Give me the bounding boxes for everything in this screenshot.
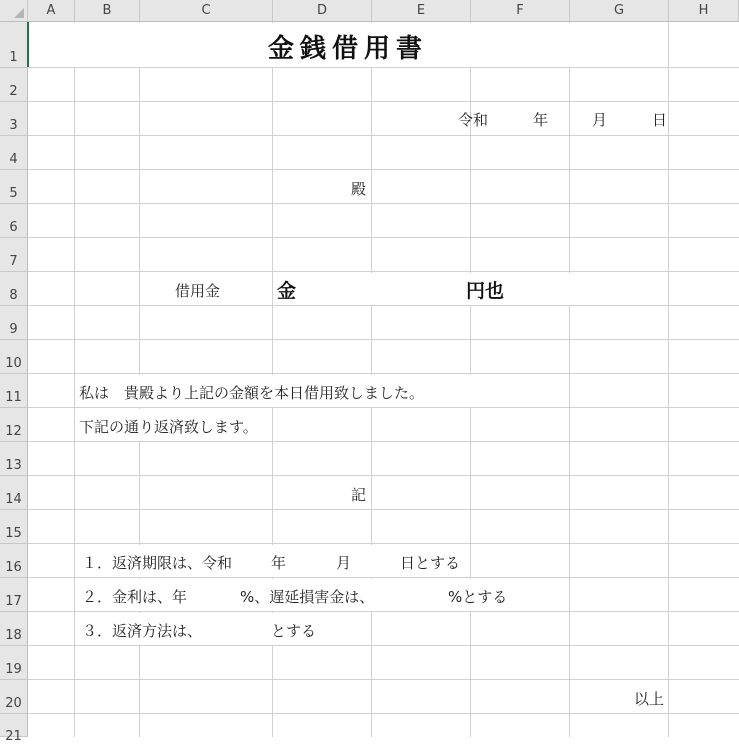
amount-prefix: 金 <box>277 280 297 302</box>
gridline <box>28 475 739 476</box>
ki-heading: 記 <box>351 486 367 504</box>
item1-year: 年 <box>271 554 287 572</box>
select-all-corner[interactable] <box>0 0 28 22</box>
row-number: 20 <box>5 696 22 711</box>
column-header-e[interactable]: E <box>372 0 471 22</box>
item2-penalty: %、遅延損害金は、 <box>240 588 375 606</box>
gridline <box>28 577 739 578</box>
item2-end: %とする <box>448 588 508 606</box>
gridline <box>28 441 739 442</box>
column-header-c[interactable]: C <box>140 0 273 22</box>
gridline <box>28 169 739 170</box>
document-title: 金銭借用書 <box>267 34 428 64</box>
row-header-6[interactable] <box>0 204 28 238</box>
amount-suffix: 円也 <box>466 280 505 302</box>
row-header-4[interactable] <box>0 136 28 170</box>
column-header-h[interactable]: H <box>669 0 739 22</box>
gridline <box>28 67 739 68</box>
row-header-16[interactable] <box>0 544 28 578</box>
row-header-12[interactable] <box>0 408 28 442</box>
row-number: 1 <box>9 50 18 65</box>
row-number: 18 <box>5 628 22 643</box>
item3-text: ３．返済方法は、 <box>82 622 203 640</box>
row-number: 10 <box>5 356 22 371</box>
gridline <box>28 237 739 238</box>
row-number: 13 <box>5 458 22 473</box>
row-number: 19 <box>5 662 22 677</box>
gridline <box>28 509 739 510</box>
row-number: 16 <box>5 560 22 575</box>
row-header-7[interactable] <box>0 238 28 272</box>
column-header-b[interactable]: B <box>75 0 140 22</box>
item1-text: １．返済期限は、令和 <box>82 554 233 572</box>
row-header-14[interactable] <box>0 476 28 510</box>
addressee-suffix: 殿 <box>351 180 367 198</box>
item3-end: とする <box>271 622 317 640</box>
row-header-17[interactable] <box>0 578 28 612</box>
row-number: 14 <box>5 492 22 507</box>
gridline <box>28 407 739 408</box>
row-header-15[interactable] <box>0 510 28 544</box>
item1-day: 日とする <box>400 554 461 572</box>
date-reiwa-label: 令和 <box>458 111 489 129</box>
row-header-5[interactable] <box>0 170 28 204</box>
row-header-18[interactable] <box>0 612 28 646</box>
gridline <box>28 101 739 102</box>
gridline <box>28 713 739 714</box>
row-number: 12 <box>5 424 22 439</box>
item2-text: ２．金利は、年 <box>82 588 188 606</box>
row-header-9[interactable] <box>0 306 28 340</box>
row-header-2[interactable] <box>0 68 28 102</box>
gridline <box>28 543 739 544</box>
row-number: 9 <box>9 322 18 337</box>
row-number: 3 <box>9 118 18 133</box>
item1-month: 月 <box>336 554 352 572</box>
row-header-3[interactable] <box>0 102 28 136</box>
gridline <box>28 611 739 612</box>
row-header-19[interactable] <box>0 646 28 680</box>
row-number: 21 <box>5 729 22 744</box>
row-number: 2 <box>9 84 18 99</box>
gridline <box>28 271 739 272</box>
row-number: 8 <box>9 288 18 303</box>
gridline <box>28 305 739 306</box>
gridline <box>28 645 739 646</box>
gridline <box>569 22 570 737</box>
column-header-f[interactable]: F <box>471 0 570 22</box>
row-header-13[interactable] <box>0 442 28 476</box>
gridline <box>28 373 739 374</box>
gridline <box>28 203 739 204</box>
date-month-label: 月 <box>592 111 608 129</box>
date-year-label: 年 <box>533 111 549 129</box>
row-number: 11 <box>5 390 22 405</box>
row-header-8[interactable] <box>0 272 28 306</box>
row-header-11[interactable] <box>0 374 28 408</box>
row-header-10[interactable] <box>0 340 28 374</box>
statement-line-2: 下記の通り返済致します。 <box>79 418 258 436</box>
row-number: 7 <box>9 254 18 269</box>
closing-text: 以上 <box>634 690 665 708</box>
column-header-g[interactable]: G <box>570 0 669 22</box>
column-header-a[interactable]: A <box>28 0 75 22</box>
gridline <box>28 339 739 340</box>
date-day-label: 日 <box>652 111 668 129</box>
row-number: 15 <box>5 526 22 541</box>
statement-line-1: 私は 貴殿より上記の金額を本日借用致しました。 <box>79 384 425 402</box>
row-number: 5 <box>9 186 18 201</box>
amount-label: 借用金 <box>175 282 221 300</box>
row-number: 4 <box>9 152 18 167</box>
gridline <box>668 22 669 737</box>
gridline <box>28 679 739 680</box>
row-header-21[interactable] <box>0 714 28 744</box>
column-header-d[interactable]: D <box>273 0 372 22</box>
row-number: 17 <box>5 594 22 609</box>
row-number: 6 <box>9 220 18 235</box>
gridline <box>28 135 739 136</box>
row-header-20[interactable] <box>0 680 28 714</box>
